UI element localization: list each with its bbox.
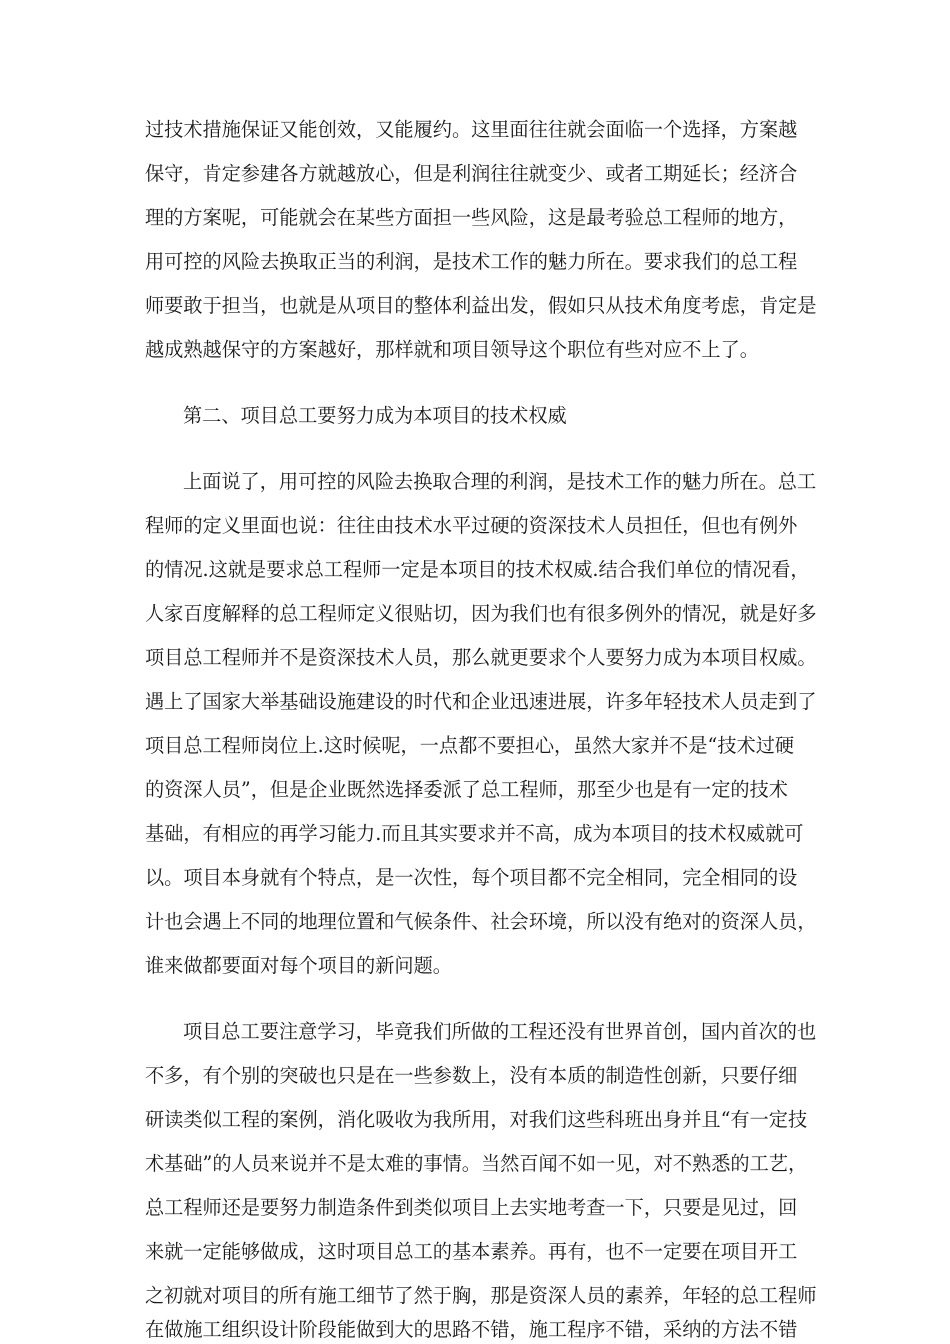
paragraph-2-line-3: 的情况.这就是要求总工程师一定是本项目的技术权威.结合我们单位的情况看， — [145, 558, 810, 581]
paragraph-2-line-11: 计也会遇上不同的地理位置和气候条件、社会环境，所以没有绝对的资深人员， — [145, 910, 817, 933]
paragraph-2-line-7: 项目总工程师岗位上.这时候呢，一点都不要担心，虽然大家并不是“技术过硬 — [145, 734, 795, 757]
paragraph-3-line-7: 之初就对项目的所有施工细节了然于胸，那是资深人员的素养，年轻的总工程师 — [145, 1284, 817, 1307]
paragraph-1-line-2: 保守，肯定参建各方就越放心，但是利润往往就变少、或者工期延长；经济合 — [145, 162, 798, 185]
paragraph-2-line-4: 人家百度解释的总工程师定义很贴切，因为我们也有很多例外的情况，就是好多 — [145, 602, 817, 625]
paragraph-1-line-3: 理的方案呢，可能就会在某些方面担一些风险，这是最考验总工程师的地方， — [145, 206, 798, 229]
paragraph-2-line-8: 的资深人员”，但是企业既然选择委派了总工程师，那至少也是有一定的技术 — [145, 778, 788, 801]
paragraph-2-line-5: 项目总工程师并不是资深技术人员，那么就更要求个人要努力成为本项目权威。 — [145, 646, 817, 669]
paragraph-2-line-1: 上面说了，用可控的风险去换取合理的利润，是技术工作的魅力所在。总工 — [183, 470, 817, 493]
paragraph-1-line-5: 师要敢于担当，也就是从项目的整体利益出发，假如只从技术角度考虑，肯定是 — [145, 294, 817, 317]
paragraph-2-line-9: 基础，有相应的再学习能力.而且其实要求并不高，成为本项目的技术权威就可 — [145, 822, 804, 845]
paragraph-1-line-4: 用可控的风险去换取正当的利润，是技术工作的魅力所在。要求我们的总工程 — [145, 250, 798, 273]
section-heading: 第二、项目总工要努力成为本项目的技术权威 — [183, 404, 567, 427]
paragraph-2-line-10: 以。项目本身就有个特点，是一次性，每个项目都不完全相同，完全相同的设 — [145, 866, 798, 889]
paragraph-1-line-6: 越成熟越保守的方案越好，那样就和项目领导这个职位有些对应不上了。 — [145, 338, 759, 361]
paragraph-2-line-2: 程师的定义里面也说：往往由技术水平过硬的资深技术人员担任，但也有例外 — [145, 514, 798, 537]
paragraph-3-line-4: 术基础”的人员来说并不是太难的事情。当然百闻不如一见，对不熟悉的工艺， — [145, 1152, 808, 1175]
paragraph-3-line-3: 研读类似工程的案例，消化吸收为我所用，对我们这些科班出身并且“有一定技 — [145, 1108, 808, 1131]
paragraph-2-line-12: 谁来做都要面对每个项目的新问题。 — [145, 954, 452, 977]
paragraph-1-line-1: 过技术措施保证又能创效，又能履约。这里面往往就会面临一个选择，方案越 — [145, 118, 798, 141]
paragraph-3-line-8: 在做施工组织设计阶段能做到大的思路不错，施工程序不错，采纳的方法不错 — [145, 1318, 798, 1341]
paragraph-3-line-2: 不多，有个别的突破也只是在一些参数上，没有本质的制造性创新，只要仔细 — [145, 1064, 798, 1087]
paragraph-3-line-1: 项目总工要注意学习，毕竟我们所做的工程还没有世界首创，国内首次的也 — [183, 1020, 817, 1043]
paragraph-3-line-6: 来就一定能够做成，这时项目总工的基本素养。再有，也不一定要在项目开工 — [145, 1240, 798, 1263]
paragraph-2-line-6: 遇上了国家大举基础设施建设的时代和企业迅速进展，许多年轻技术人员走到了 — [145, 690, 817, 713]
paragraph-3-line-5: 总工程师还是要努力制造条件到类似项目上去实地考查一下，只要是见过，回 — [145, 1196, 798, 1219]
